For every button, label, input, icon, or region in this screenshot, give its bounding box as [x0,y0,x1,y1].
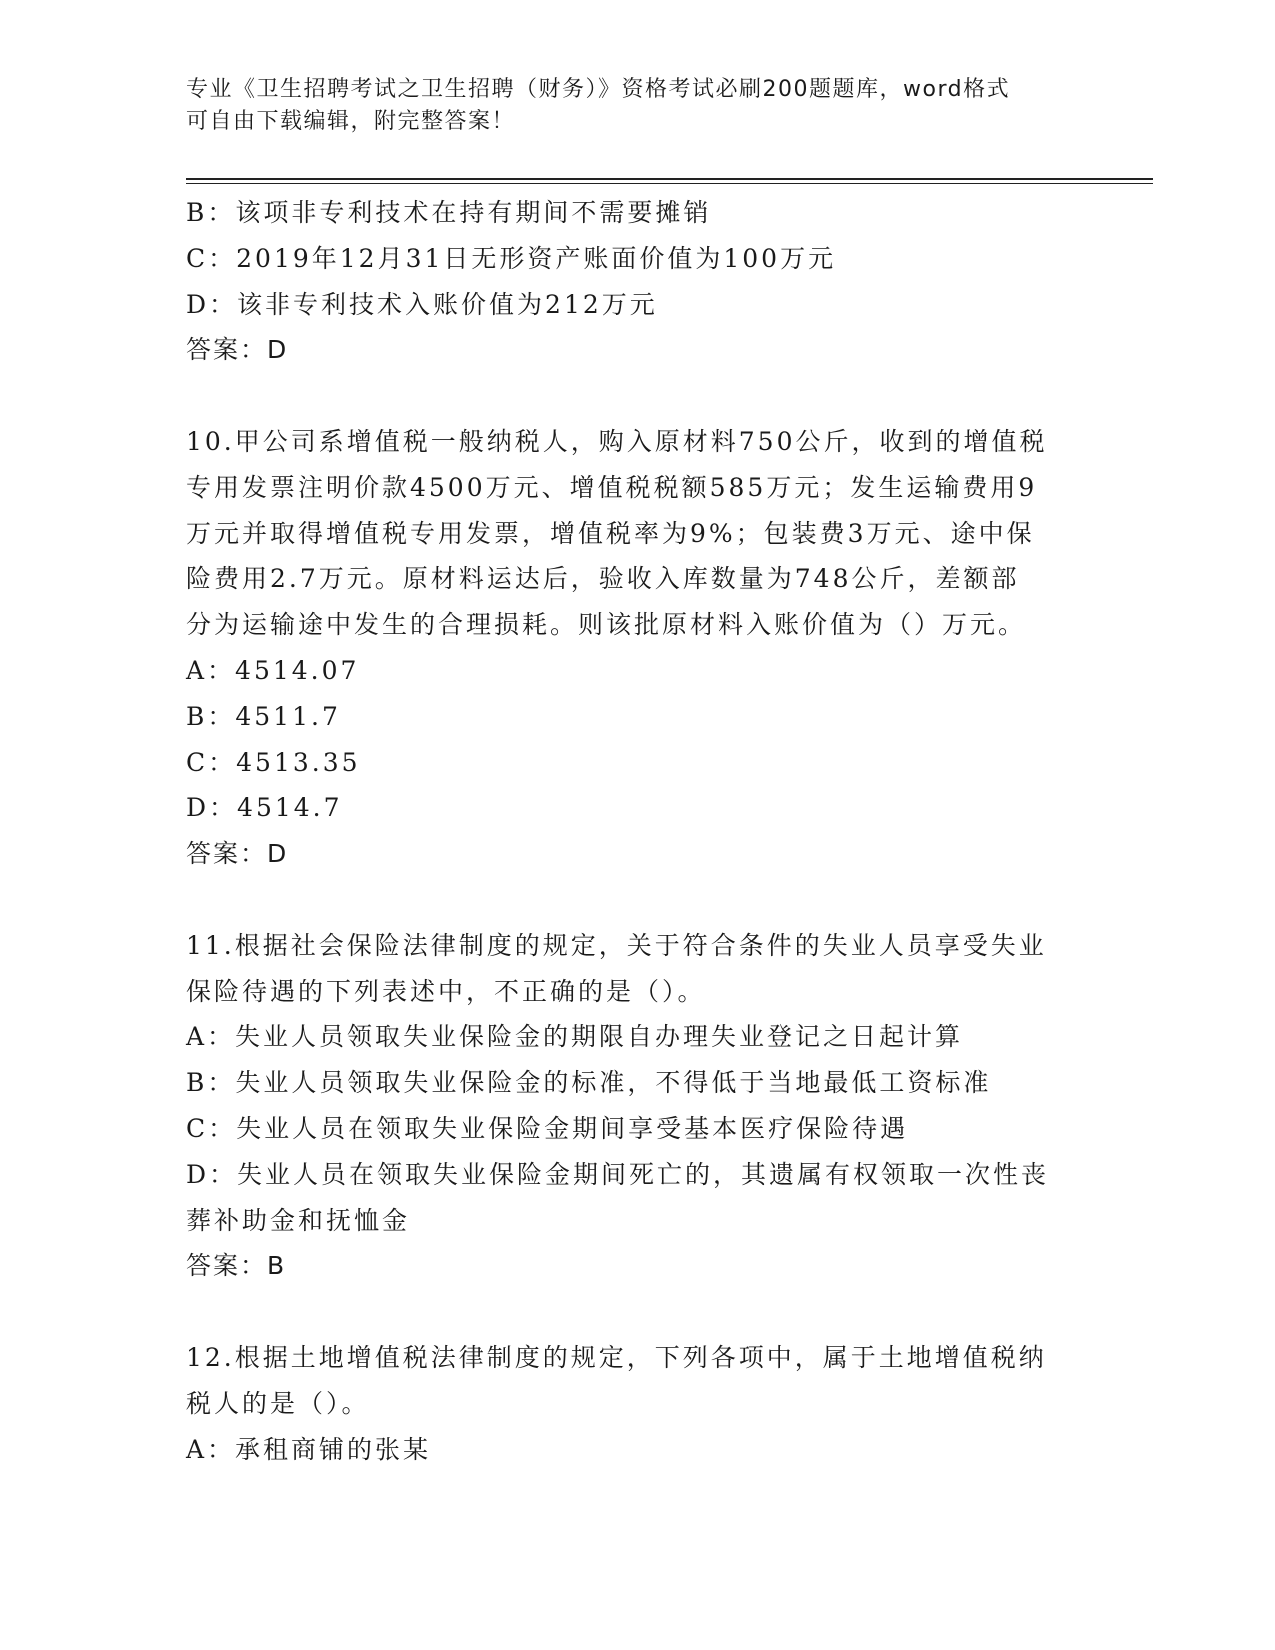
q10-option-c: C：4513.35 [186,747,361,777]
q12-stem-line: 12.根据土地增值税法律制度的规定，下列各项中，属于土地增值税纳 [186,1342,1047,1372]
q9-option-d: D：该非专利技术入账价值为212万元 [186,289,658,319]
spacer [186,1289,1086,1335]
q10-option-d: D：4514.7 [186,793,343,823]
q11-stem-line: 11.根据社会保险法律制度的规定，关于符合条件的失业人员享受失业 [186,930,1047,960]
document-header [186,74,1066,138]
q11-option-d-line: 葬补助金和抚恤金 [186,1205,411,1235]
q10-stem-line: 专用发票注明价款4500万元、增值税税额585万元；发生运输费用9 [186,472,1038,502]
q12-option-a: A：承租商铺的张某 [186,1434,432,1464]
q10-stem-line: 10.甲公司系增值税一般纳税人，购入原材料750公斤，收到的增值税 [186,426,1048,456]
question-9 [186,190,1086,373]
q10-stem-line: 万元并取得增值税专用发票，增值税率为9%；包装费3万元、途中保 [186,518,1035,548]
header-title-line-1: 专业《卫生招聘考试之卫生招聘（财务）》资格考试必刷200题题库，word格式 [186,77,1011,102]
question-10 [186,419,1086,877]
q9-option-b: B：该项非专利技术在持有期间不需要摊销 [186,198,712,227]
spacer [186,373,1086,419]
q10-option-b: B：4511.7 [186,701,341,731]
q11-answer: 答案：B [186,1251,287,1281]
header-divider-thin [186,183,1153,184]
q11-stem-line: 保险待遇的下列表述中，不正确的是（）。 [186,976,706,1006]
q10-stem-line: 分为运输途中发生的合理损耗。则该批原材料入账价值为（）万元。 [186,610,1027,640]
q11-option-b: B：失业人员领取失业保险金的标准，不得低于当地最低工资标准 [186,1068,992,1098]
question-content [186,190,1086,1472]
header-divider-thick [186,178,1153,180]
q12-stem-line: 税人的是（）。 [186,1388,370,1418]
header-title-line-2: 可自由下载编辑，附完整答案！ [186,109,516,134]
q10-option-a: A：4514.07 [186,655,360,685]
q11-option-a: A：失业人员领取失业保险金的期限自办理失业登记之日起计算 [186,1022,964,1052]
spacer [186,877,1086,923]
q10-answer: 答案：D [186,839,289,869]
q10-stem-line: 险费用2.7万元。原材料运达后，验收入库数量为748公斤，差额部 [186,564,1020,594]
q9-option-c: C：2019年12月31日无形资产账面价值为100万元 [186,243,837,273]
q11-option-c: C：失业人员在领取失业保险金期间享受基本医疗保险待遇 [186,1113,909,1143]
q9-answer: 答案：D [186,335,289,365]
q11-option-d-line: D：失业人员在领取失业保险金期间死亡的，其遗属有权领取一次性丧 [186,1159,1050,1189]
question-11 [186,923,1086,1289]
question-12 [186,1335,1086,1472]
